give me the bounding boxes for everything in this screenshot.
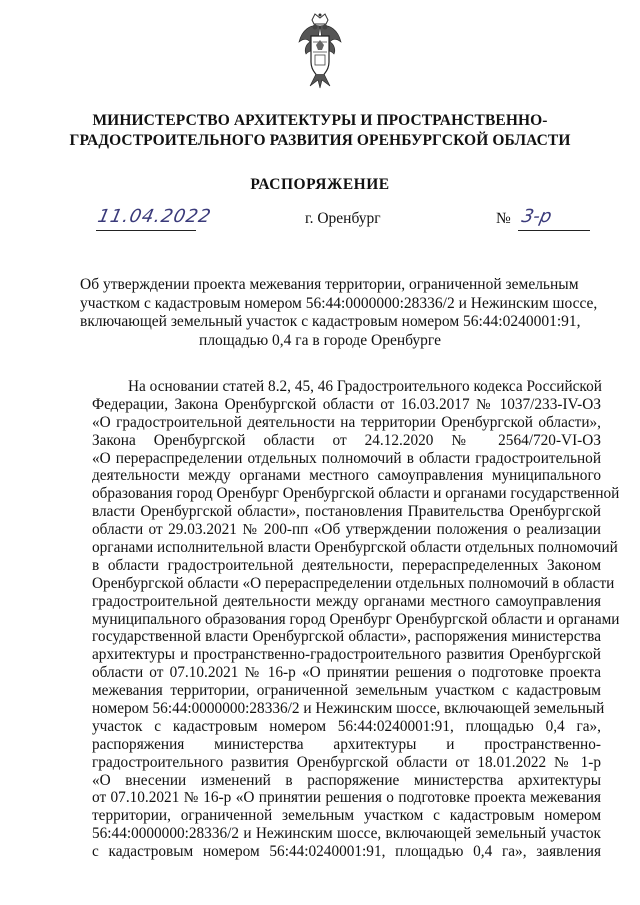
body-line: области от 07.10.2021 № 16-р «О принятии решения о подготовке проекта xyxy=(92,664,601,682)
body-line: архитектуры и пространственно-градостроительного развития Оренбургской xyxy=(92,646,601,664)
subject-line: участком с кадастровым номером 56:44:0000000:28336/2 и Нежинским шоссе, xyxy=(80,294,598,312)
document-subject xyxy=(80,276,598,350)
body-line: в области градостроительной деятельности, перераспределенных Законом xyxy=(92,556,601,574)
ministry-name-line1: МИНИСТЕРСТВО АРХИТЕКТУРЫ И ПРОСТРАНСТВЕННО- xyxy=(92,112,548,129)
body-line: власти Оренбургской области», постановления Правительства Оренбургской xyxy=(92,503,601,521)
body-line: территории, ограниченной земельным участком с кадастровым номером xyxy=(92,807,601,825)
body-line: градостроительного развития Оренбургской области от 18.01.2022 № 1-р xyxy=(92,753,601,771)
body-line: Федерации, Закона Оренбургской области от 16.03.2017 № 1037/233-IV-ОЗ xyxy=(92,395,601,413)
body-line: На основании статей 8.2, 45, 46 Градостроительного кодекса Российской xyxy=(128,378,602,395)
document-type-title: РАСПОРЯЖЕНИЕ xyxy=(250,176,390,193)
body-line: с кадастровым номером 56:44:0240001:91, площадью 0,4 га», заявления xyxy=(92,843,601,861)
body-line: от 07.10.2021 № 16-р «О принятии решения о подготовке проекта межевания xyxy=(92,789,601,807)
body-line: образования город Оренбург Оренбургской области и органами государственной xyxy=(92,485,620,503)
document-number: 3-р xyxy=(519,206,554,227)
body-line: градостроительной деятельности между органами местного самоуправления xyxy=(92,592,601,610)
date-underline xyxy=(96,230,196,231)
body-line: межевания территории, ограниченной земельным участком с кадастровым xyxy=(92,682,601,700)
body-line: органами исполнительной власти Оренбургской области отдельных полномочий xyxy=(92,539,618,557)
ministry-name xyxy=(60,111,580,151)
subject-line: включающей земельный участок с кадастровым номером 56:44:0240001:91, xyxy=(80,313,581,330)
subject-line: Об утверждении проекта межевания территории, ограниченной земельным xyxy=(80,276,579,293)
body-line: «О внесении изменений в распоряжение министерства архитектуры xyxy=(92,771,601,789)
number-label: № xyxy=(496,210,511,227)
document-meta-row xyxy=(0,206,640,236)
document-date: 11.04.2022 xyxy=(95,206,214,227)
number-underline xyxy=(518,230,590,231)
body-line: 56:44:0000000:28336/2 и Нежинским шоссе, включающей земельный участок xyxy=(92,825,601,843)
body-line: номером 56:44:0000000:28336/2 и Нежинским шоссе, включающей земельный xyxy=(92,700,605,718)
document-body xyxy=(92,378,620,861)
document-city: г. Оренбург xyxy=(305,210,381,227)
body-line: участок с кадастровым номером 56:44:0240001:91, площадью 0,4 га», xyxy=(92,717,601,735)
body-line: деятельности между органами местного самоуправления муниципального xyxy=(92,467,601,485)
body-line: муниципального образования город Оренбург Оренбургской области и органами xyxy=(92,610,620,628)
subject-line: площадью 0,4 га в городе Оренбурге xyxy=(199,331,441,349)
body-line: государственной власти Оренбургской области», распоряжения министерства xyxy=(92,628,601,646)
coat-of-arms-emblem xyxy=(296,12,344,90)
body-line: распоряжения министерства архитектуры и пространственно- xyxy=(92,735,601,753)
body-line: «О градостроительной деятельности на территории Оренбургской области», xyxy=(92,413,601,431)
body-line: Закона Оренбургской области от 24.12.2020 № 2564/720-VI-ОЗ xyxy=(92,431,601,449)
body-line: Оренбургской области «О перераспределении отдельных полномочий в области xyxy=(92,574,615,592)
ministry-name-line2: ГРАДОСТРОИТЕЛЬНОГО РАЗВИТИЯ ОРЕНБУРГСКОЙ ОБЛАСТИ xyxy=(69,132,571,149)
body-line: «О перераспределении отдельных полномочий в области градостроительной xyxy=(92,449,601,467)
body-line: области от 29.03.2021 № 200-пп «Об утверждении положения о реализации xyxy=(92,521,601,539)
